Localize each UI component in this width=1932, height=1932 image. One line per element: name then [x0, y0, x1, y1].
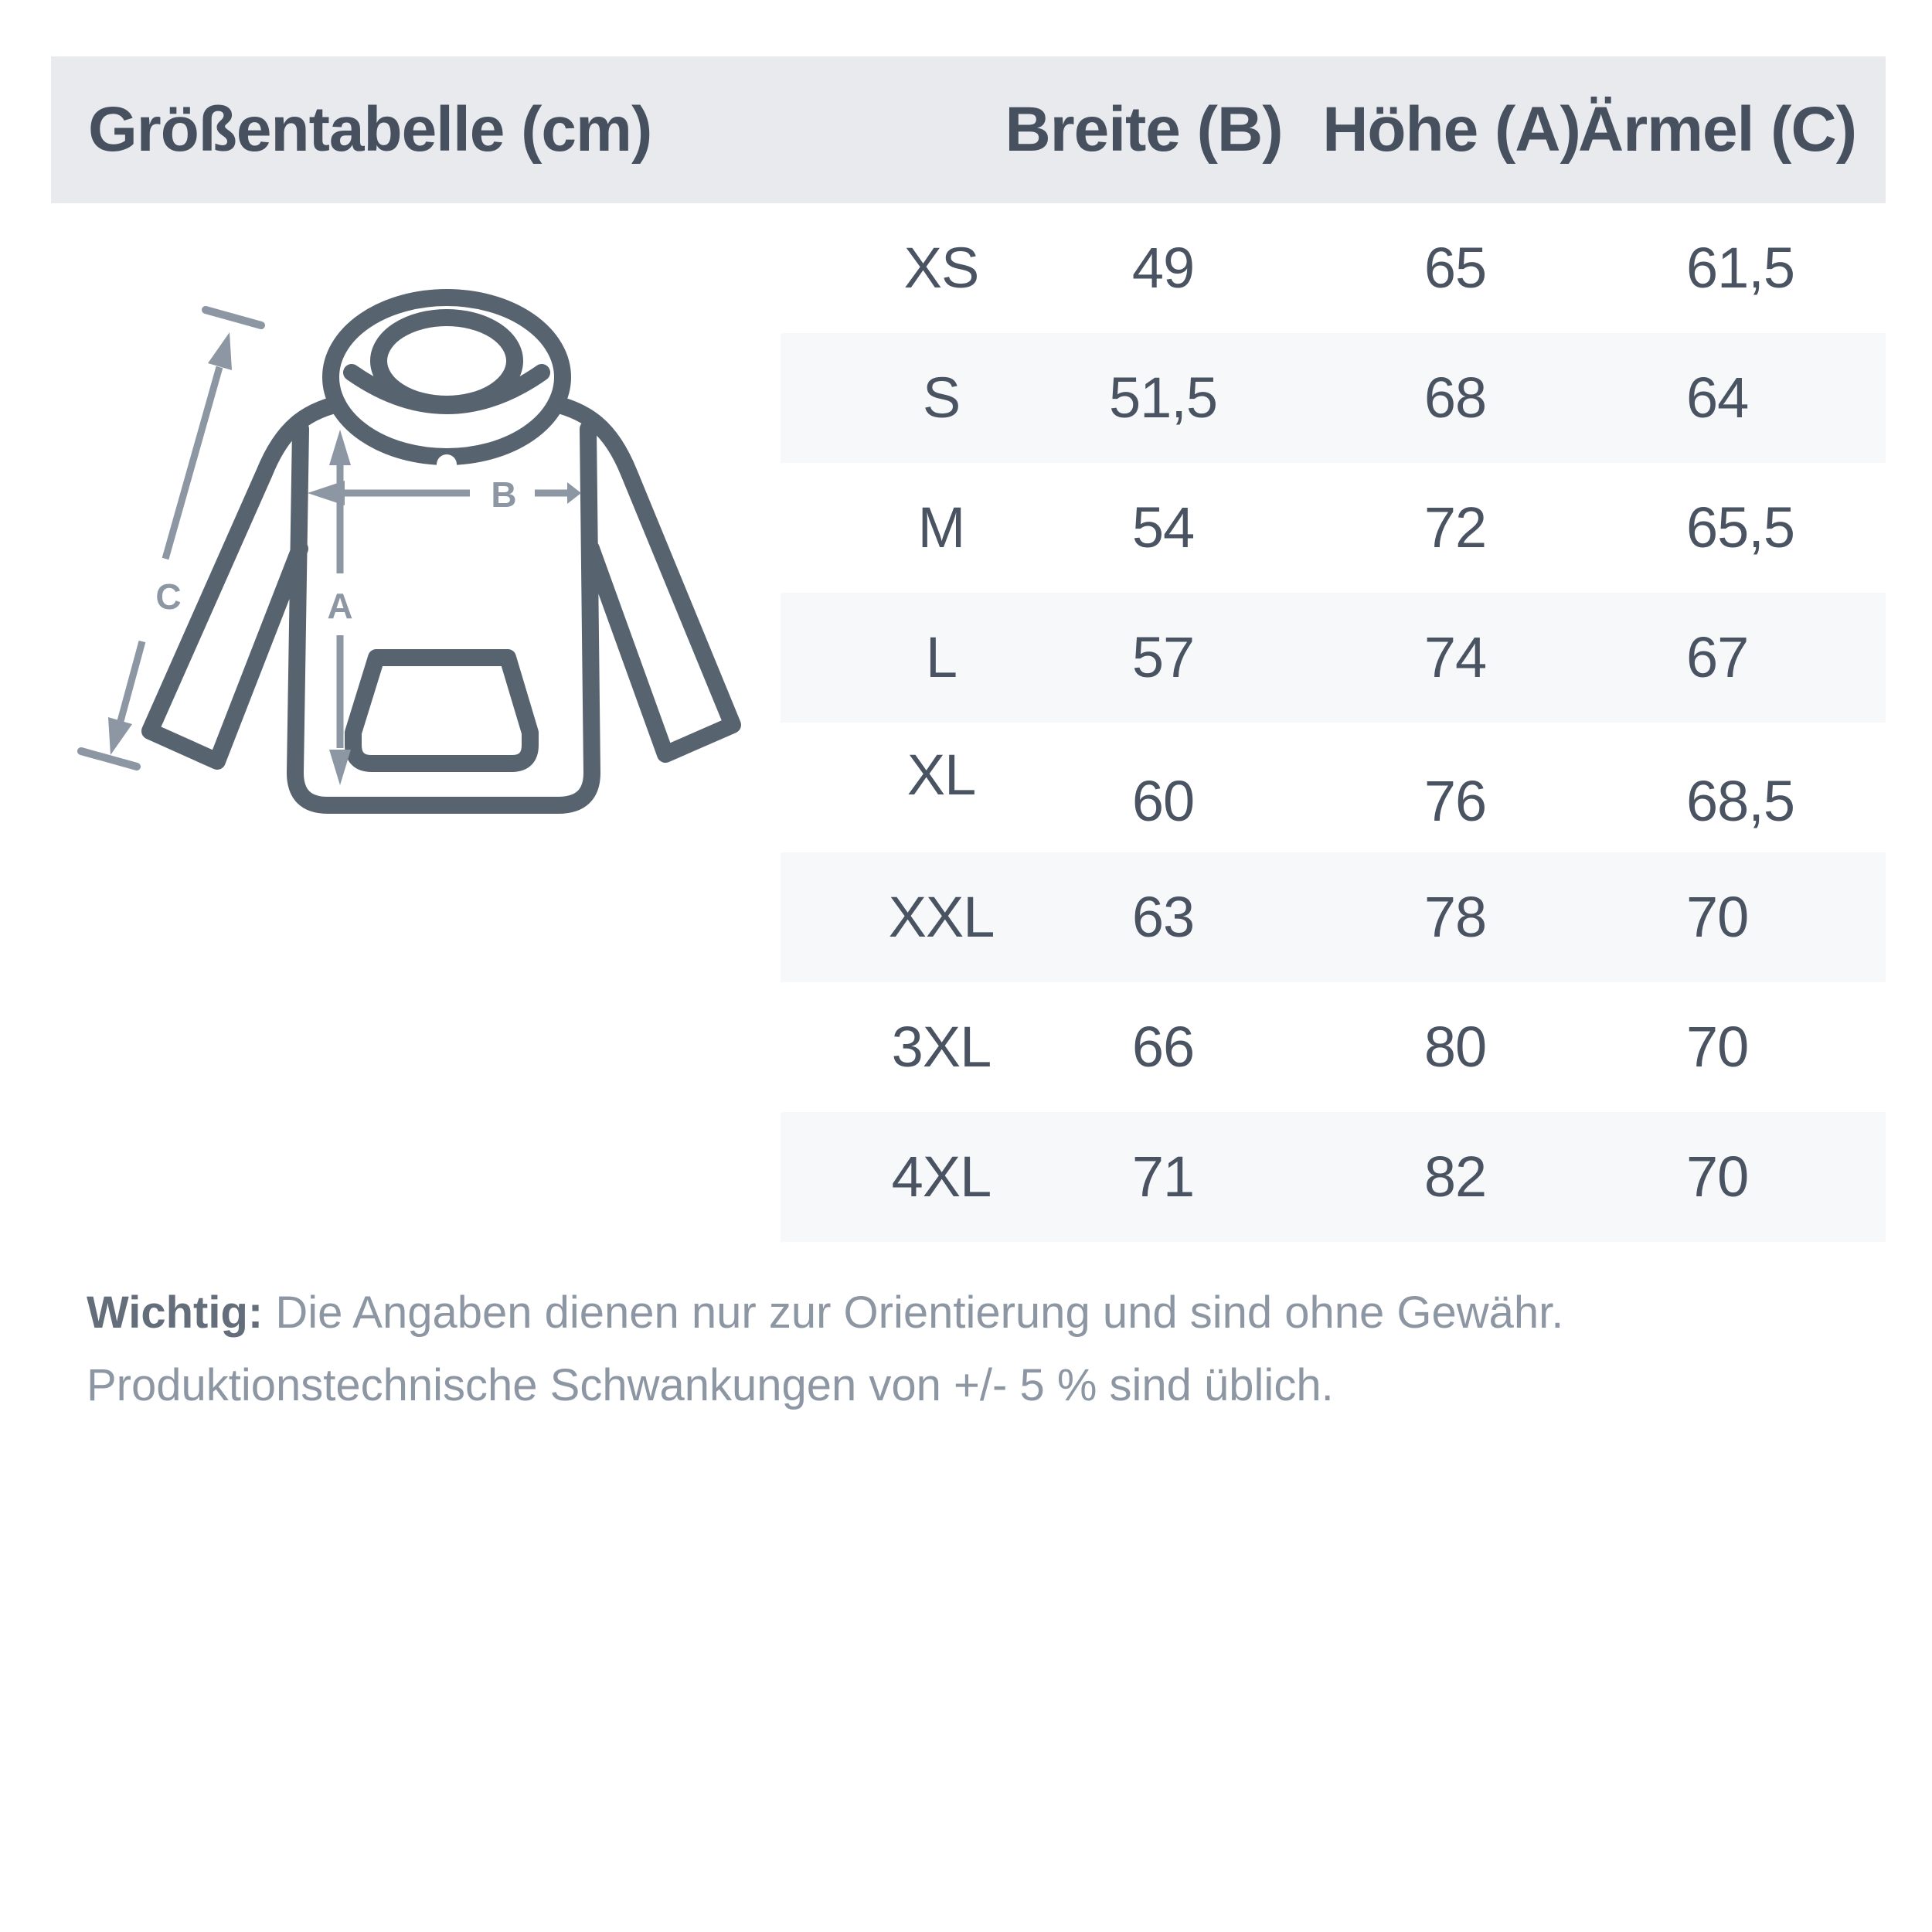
cell-hoehe: 78: [1423, 885, 1487, 949]
table-row: [781, 1112, 1886, 1242]
cell-aermel: 70: [1686, 1145, 1749, 1209]
column-header-aermel: Ärmel (C): [1577, 94, 1857, 165]
table-row: [781, 203, 1886, 333]
cell-size: 4XL: [891, 1145, 992, 1209]
dim-label-a: A: [327, 586, 353, 626]
arrow-b-head-left: [308, 481, 345, 505]
cell-aermel: 68,5: [1686, 769, 1795, 833]
cell-breite: 60: [1131, 769, 1195, 833]
cell-aermel: 70: [1686, 1015, 1749, 1079]
arrow-c-tick-bottom: [81, 751, 137, 767]
cell-aermel: 67: [1686, 625, 1749, 689]
cell-aermel: 70: [1686, 885, 1749, 949]
arrow-c-tick-top: [206, 310, 261, 325]
cell-breite: 51,5: [1108, 366, 1218, 430]
cell-breite: 66: [1131, 1015, 1195, 1079]
footer-note: [87, 1277, 1879, 1422]
cell-hoehe: 76: [1423, 769, 1487, 833]
hoodie-hood-notch: [437, 454, 457, 474]
cell-hoehe: 68: [1423, 366, 1487, 430]
cell-hoehe: 82: [1423, 1145, 1487, 1209]
cell-hoehe: 65: [1423, 236, 1487, 300]
header-bar: [51, 56, 1886, 203]
column-header-hoehe: Höhe (A): [1322, 94, 1580, 165]
arrow-c-line-bottom: [121, 641, 142, 721]
cell-size: XL: [906, 743, 976, 807]
cell-size: XS: [903, 236, 979, 300]
arrow-a-head-bottom: [329, 750, 351, 785]
cell-breite: 49: [1131, 236, 1195, 300]
table-row: [781, 723, 1886, 852]
cell-size: XXL: [888, 885, 995, 949]
footer-line-2: Produktionstechnische Schwankungen von +/- 5 % sind üblich.: [87, 1360, 1334, 1410]
footer-note-text1: Die Angaben dienen nur zur Orientierung und sind ohne Gewähr.: [263, 1287, 1564, 1338]
cell-hoehe: 72: [1423, 495, 1487, 560]
cell-aermel: 65,5: [1686, 495, 1795, 560]
arrow-c-line-top: [165, 367, 219, 559]
cell-aermel: 64: [1686, 366, 1749, 430]
size-table: [781, 203, 1886, 1242]
table-row: [781, 982, 1886, 1112]
dim-label-c: C: [155, 577, 182, 617]
table-row: [781, 593, 1886, 723]
table-row: [781, 333, 1886, 463]
cell-size: S: [922, 366, 961, 430]
cell-size: L: [925, 625, 957, 689]
cell-size: M: [917, 495, 965, 560]
footer-line-1: [87, 1277, 1879, 1349]
cell-breite: 71: [1131, 1145, 1195, 1209]
cell-breite: 57: [1131, 625, 1195, 689]
arrow-b-head-right: [567, 482, 581, 504]
page-title: Größentabelle (cm): [88, 94, 652, 165]
cell-breite: 63: [1131, 885, 1195, 949]
hoodie-pocket: [353, 658, 530, 764]
cell-hoehe: 74: [1423, 625, 1487, 689]
column-header-breite: Breite (B): [1005, 94, 1283, 165]
cell-breite: 54: [1131, 495, 1195, 560]
table-row: [781, 463, 1886, 593]
footer-note-bold: Wichtig:: [87, 1287, 264, 1338]
cell-hoehe: 80: [1423, 1015, 1487, 1079]
cell-aermel: 61,5: [1686, 236, 1795, 300]
arrow-c-head-top: [208, 332, 232, 370]
arrow-a-head-top: [329, 430, 351, 465]
hoodie-right-sleeve: [546, 402, 733, 754]
cell-size: 3XL: [891, 1015, 992, 1079]
hoodie-diagram: [46, 255, 781, 866]
table-row: [781, 852, 1886, 982]
dim-label-b: B: [491, 474, 517, 515]
arrow-c-head-bottom: [108, 717, 132, 755]
